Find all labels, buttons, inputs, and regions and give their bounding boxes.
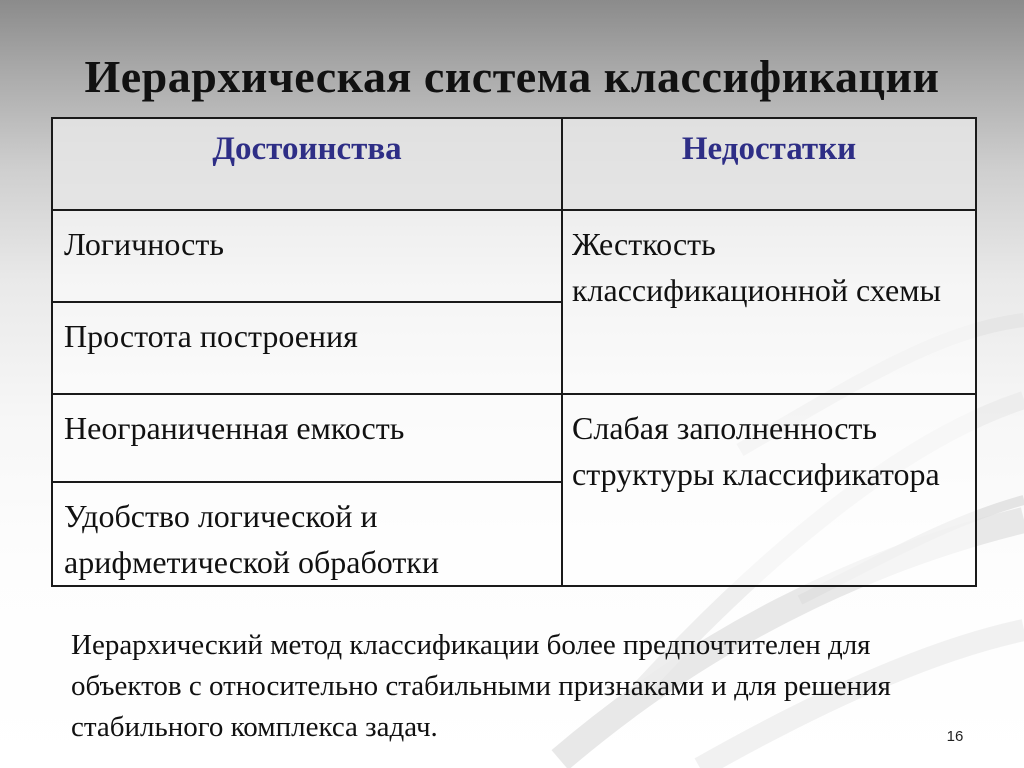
disadvantage-cell: Жесткость классификационной схемы (562, 210, 976, 394)
advantage-cell: Логичность (52, 210, 562, 302)
table-header-row (52, 118, 976, 210)
page-number: 16 (946, 728, 964, 745)
conclusion-note: Иерархический метод классификации более предпочтителен для объектов с относительно стабильными признаками и для решения стабильного комплекса задач. (71, 629, 891, 743)
comparison-table (51, 117, 977, 587)
advantage-cell: Удобство логической и арифметической обработки (52, 482, 562, 586)
advantage-cell: Неограниченная емкость (52, 394, 562, 482)
table-row (52, 394, 976, 482)
slide-title: Иерархическая система классификации (84, 51, 940, 102)
disadvantage-cell: Слабая заполненность структуры классификатора (562, 394, 976, 586)
table-row (52, 210, 976, 302)
disadvantages-header: Недостатки (562, 118, 976, 210)
advantages-header: Достоинства (52, 118, 562, 210)
advantage-cell: Простота построения (52, 302, 562, 394)
